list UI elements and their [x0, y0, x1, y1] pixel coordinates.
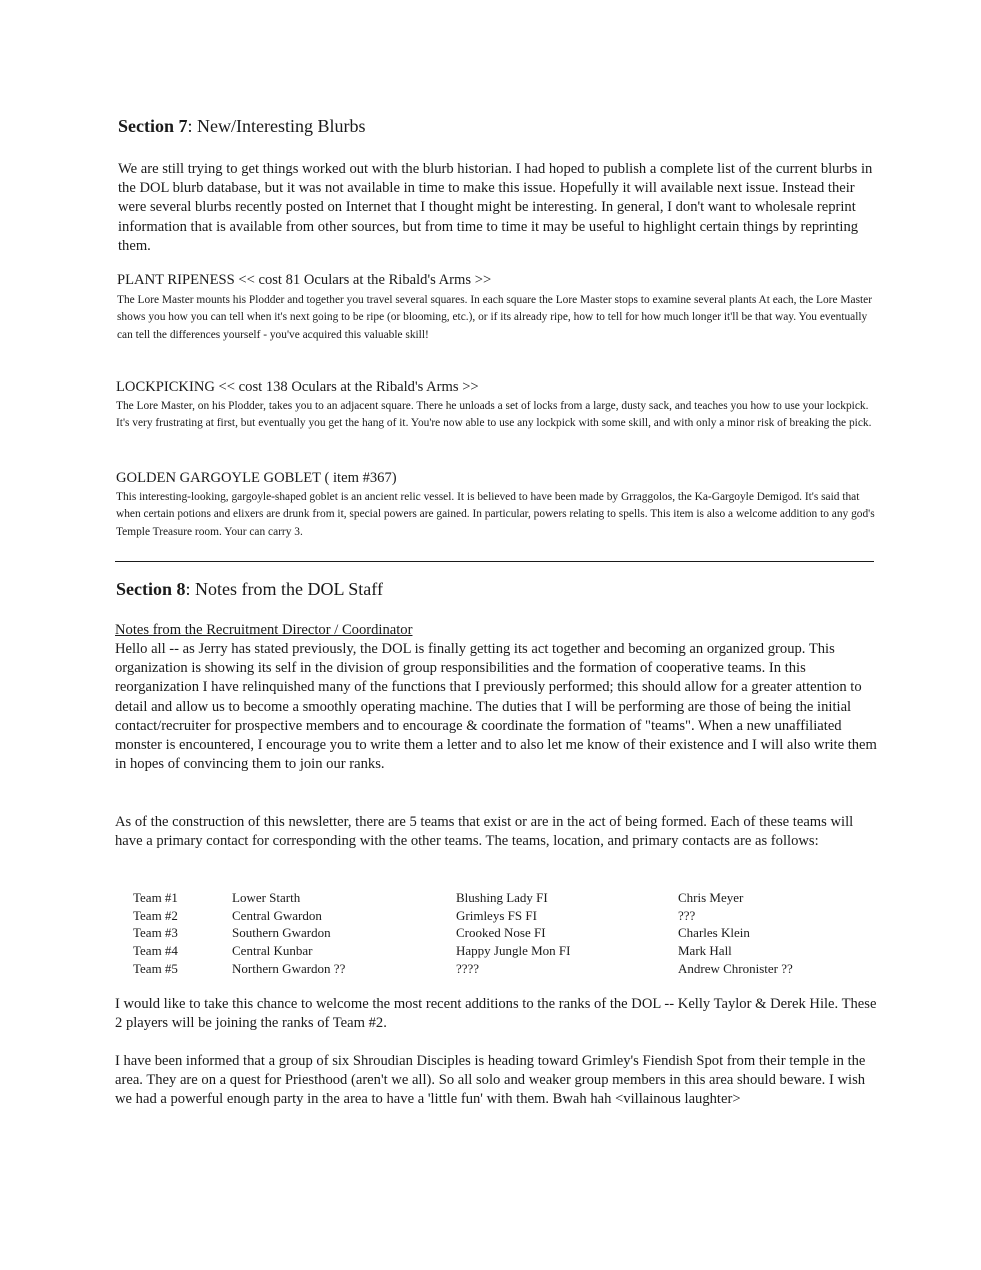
- section-7-label: Section 7: [118, 116, 188, 136]
- teams-table: [133, 889, 838, 978]
- recruitment-paragraph-1: Hello all -- as Jerry has stated previously, the DOL is finally getting its act together and becoming an organized group. This organization is showing its self in the division of group responsibilities and the formation of cooperative teams. In this reorganization I have relinquished many of the functions that I previously performed; this should allow for a greater attention to detail and allow us to become a smoothly operating machine. The duties that I will be performing are those of being the initial contact/recruiter for prospective members and to encourage & coordinate the formation of "teams". When a new unaffiliated monster is encountered, I encourage you to write them a letter and to also let me know of their existence and I will also write them in hopes of convincing them to join our ranks.: [115, 641, 877, 773]
- section-8-heading: [116, 579, 383, 600]
- team-cell: Team #2: [133, 907, 178, 923]
- location-cell: Central Kunbar: [232, 943, 313, 959]
- team-cell: Team #5: [133, 961, 178, 977]
- blurb-body-plant-ripeness: The Lore Master mounts his Plodder and together you travel several squares. In each square the Lore Master stops to examine several plants At each, the Lore Master shows you how you can tell when it's next going to be ripe (or blooming, etc.), or if its already ripe, how to tell for how much longer it'll be that way. You eventually can tell the differences yourself - you've acquired this valuable skill!: [117, 294, 873, 341]
- contact-cell: Andrew Chronister ??: [678, 961, 793, 977]
- contact-cell: Charles Klein: [678, 925, 750, 941]
- section-divider: [115, 561, 874, 562]
- table-row: [133, 907, 838, 925]
- section-7-heading: [118, 116, 365, 137]
- section-7-intro: We are still trying to get things worked out with the blurb historian. I had hoped to publish a complete list of the current blurbs in the DOL blurb database, but it was not available in time to make this issue. Hopefully it will available next issue. Instead their were several blurbs recently posted on Internet that I thought might be interesting. In general, I don't want to wholesale reprint information that is available from other sources, but from time to time it may be useful to highlight certain things by reprinting them.: [118, 161, 873, 254]
- location-cell: Central Gwardon: [232, 907, 322, 923]
- recruitment-subheading: Notes from the Recruitment Director / Coordinator: [115, 622, 413, 638]
- contact-cell: ???: [678, 907, 696, 923]
- blurb-body-lockpicking: The Lore Master, on his Plodder, takes you to an adjacent square. There he unloads a set of locks from a large, dusty sack, and teaches you how to use your lockpick. It's very frustrating at first, but eventually you get the hang of it. You're now able to use any lockpick with some skill, and with only a minor risk of breaking the pick.: [116, 400, 872, 430]
- fi-cell: ????: [456, 961, 480, 977]
- section-8-title: : Notes from the DOL Staff: [185, 579, 383, 599]
- contact-cell: Chris Meyer: [678, 889, 744, 905]
- fi-cell: Grimleys FS FI: [456, 907, 537, 923]
- table-row: [133, 942, 838, 960]
- recruitment-paragraph-4: I have been informed that a group of six Shroudian Disciples is heading toward Grimley's Fiendish Spot from their temple in the area. They are on a quest for Priesthood (aren't we all). So all solo and weaker group members in this area should beware. I wish we had a powerful enough party in the area to have a 'little fun' with them. Bwah hah <villainous laughter>: [115, 1053, 866, 1108]
- location-cell: Northern Gwardon ??: [232, 961, 346, 977]
- section-7-title: : New/Interesting Blurbs: [187, 116, 366, 136]
- section-8-label: Section 8: [116, 579, 186, 599]
- table-row: [133, 925, 838, 943]
- location-cell: Southern Gwardon: [232, 925, 331, 941]
- recruitment-paragraph-3: I would like to take this chance to welcome the most recent additions to the ranks of the DOL -- Kelly Taylor & Derek Hile. These 2 players will be joining the ranks of Team #2.: [115, 996, 877, 1032]
- fi-cell: Happy Jungle Mon FI: [456, 943, 571, 959]
- fi-cell: Blushing Lady FI: [456, 889, 548, 905]
- blurb-title-golden-gargoyle-goblet: GOLDEN GARGOYLE GOBLET ( item #367): [116, 470, 397, 486]
- team-cell: Team #3: [133, 925, 178, 941]
- table-row: [133, 960, 838, 978]
- location-cell: Lower Starth: [232, 889, 301, 905]
- blurb-body-golden-gargoyle-goblet: This interesting-looking, gargoyle-shaped goblet is an ancient relic vessel. It is believed to have been made by Grraggolos, the Ka-Gargoyle Demigod. It's said that when certain potions and elixers are drunk from it, special powers are gained. In particular, powers relating to spells. This item is also a welcome addition to any god's Temple Treasure room. Your can carry 3.: [116, 491, 875, 538]
- table-row: [133, 889, 838, 907]
- blurb-title-plant-ripeness: PLANT RIPENESS << cost 81 Oculars at the Ribald's Arms >>: [117, 272, 492, 288]
- fi-cell: Crooked Nose FI: [456, 925, 546, 941]
- contact-cell: Mark Hall: [678, 943, 732, 959]
- blurb-title-lockpicking: LOCKPICKING << cost 138 Oculars at the Ribald's Arms >>: [116, 379, 479, 395]
- team-cell: Team #4: [133, 943, 178, 959]
- team-cell: Team #1: [133, 889, 178, 905]
- recruitment-paragraph-2: As of the construction of this newsletter, there are 5 teams that exist or are in the act of being formed. Each of these teams will have a primary contact for corresponding with the other teams. The teams, location, and primary contacts are as follows:: [115, 814, 854, 850]
